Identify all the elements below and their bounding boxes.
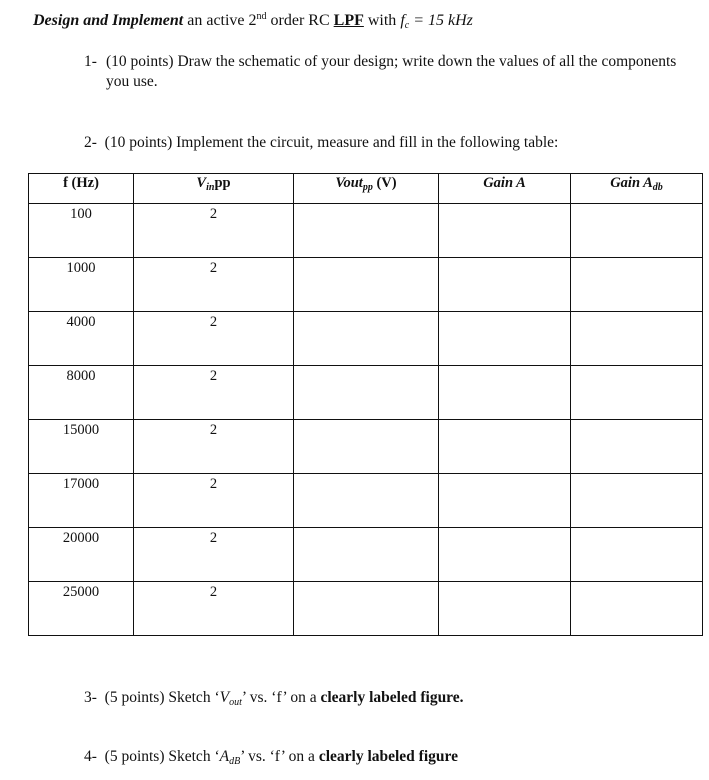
question-4: 4- (5 points) Sketch ‘$A_{dB}$’ vs. ‘f’ on a clearly labeled figure xyxy=(84,748,458,767)
table-header-row xyxy=(29,174,703,204)
cell-vin: 2 xyxy=(134,474,294,528)
cell-gain-db[interactable] xyxy=(571,528,703,582)
question-4-emphasis: clearly labeled figure xyxy=(318,748,458,765)
title-superscript: nd xyxy=(256,11,267,22)
title-mid1: an active 2 xyxy=(183,12,257,29)
cell-gain-db[interactable] xyxy=(571,312,703,366)
cell-gain[interactable] xyxy=(439,204,571,258)
cell-vin: 2 xyxy=(134,312,294,366)
cell-gain-db[interactable] xyxy=(571,366,703,420)
table-row xyxy=(29,258,703,312)
cell-frequency: 4000 xyxy=(29,312,134,366)
cell-gain-db[interactable] xyxy=(571,420,703,474)
cell-frequency: 20000 xyxy=(29,528,134,582)
table-row xyxy=(29,582,703,636)
cell-vout[interactable] xyxy=(294,420,439,474)
cell-gain-db[interactable] xyxy=(571,204,703,258)
cell-gain[interactable] xyxy=(439,474,571,528)
header-gain-db: Gain $A_{db}$ xyxy=(571,174,703,204)
cell-vout[interactable] xyxy=(294,528,439,582)
cell-vin: 2 xyxy=(134,204,294,258)
title-lpf: LPF xyxy=(333,12,364,29)
cell-vin: 2 xyxy=(134,366,294,420)
table-row xyxy=(29,366,703,420)
title-fc-symbol: f xyxy=(400,12,405,29)
cell-vin: 2 xyxy=(134,420,294,474)
question-2: 2- (10 points) Implement the circuit, measure and fill in the following table: xyxy=(84,134,559,151)
header-vin: $V_{in}pp$ xyxy=(134,174,294,204)
question-1 xyxy=(84,52,684,92)
cell-frequency: 100 xyxy=(29,204,134,258)
table-row xyxy=(29,312,703,366)
cell-gain-db[interactable] xyxy=(571,582,703,636)
assignment-title xyxy=(33,10,473,32)
cell-vout[interactable] xyxy=(294,204,439,258)
header-frequency: f (Hz) xyxy=(29,174,134,204)
question-3-emphasis: clearly labeled figure xyxy=(320,689,460,706)
measurement-table xyxy=(28,173,703,636)
cell-gain[interactable] xyxy=(439,420,571,474)
cell-vout[interactable] xyxy=(294,312,439,366)
adb-symbol: A xyxy=(219,748,230,765)
cell-gain-db[interactable] xyxy=(571,258,703,312)
table-row xyxy=(29,474,703,528)
question-1-text: (10 points) Draw the schematic of your design; write down the values of all the components you use. xyxy=(106,53,677,90)
title-fc-value: = 15 kHz xyxy=(409,12,473,29)
cell-gain-db[interactable] xyxy=(571,474,703,528)
table-row xyxy=(29,528,703,582)
title-lead: Design and Implement xyxy=(33,12,184,29)
table-row xyxy=(29,420,703,474)
cell-gain[interactable] xyxy=(439,528,571,582)
cell-frequency: 8000 xyxy=(29,366,134,420)
table-row xyxy=(29,204,703,258)
cell-frequency: 15000 xyxy=(29,420,134,474)
cell-frequency: 25000 xyxy=(29,582,134,636)
cell-gain[interactable] xyxy=(439,312,571,366)
header-gain: Gain A xyxy=(439,174,571,204)
cell-vout[interactable] xyxy=(294,366,439,420)
cell-vout[interactable] xyxy=(294,582,439,636)
cell-frequency: 1000 xyxy=(29,258,134,312)
title-fc-subscript: c xyxy=(404,20,410,31)
cell-vout[interactable] xyxy=(294,258,439,312)
cell-gain[interactable] xyxy=(439,258,571,312)
cell-vin: 2 xyxy=(134,528,294,582)
cell-gain[interactable] xyxy=(439,582,571,636)
cell-gain[interactable] xyxy=(439,366,571,420)
question-1-number: 1- xyxy=(84,53,97,70)
title-mid2: order RC xyxy=(266,12,334,29)
cell-vin: 2 xyxy=(134,258,294,312)
cell-frequency: 17000 xyxy=(29,474,134,528)
vout-symbol: V xyxy=(219,689,230,706)
cell-vout[interactable] xyxy=(294,474,439,528)
title-mid3: with xyxy=(363,12,401,29)
question-3: 3- (5 points) Sketch ‘$V_{out}$’ vs. ‘f’ on a clearly labeled figure. xyxy=(84,689,464,708)
header-vout: Vout$_{pp}$ (V) xyxy=(294,174,439,204)
cell-vin: 2 xyxy=(134,582,294,636)
